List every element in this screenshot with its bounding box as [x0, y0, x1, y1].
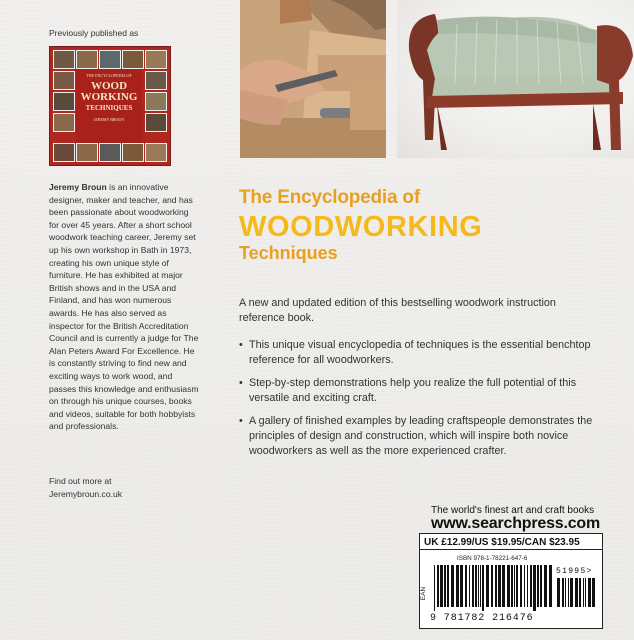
barcode-bar: [592, 578, 595, 607]
title-line-2: WOODWORKING: [239, 211, 483, 243]
barcode-bar: [456, 565, 459, 607]
title-line-1: The Encyclopedia of: [239, 187, 420, 208]
barcode-bar: [530, 565, 532, 607]
barcode-bar: [511, 565, 513, 607]
barcode-bar: [444, 565, 446, 607]
author-website-link[interactable]: Jeremybroun.co.uk: [49, 488, 123, 499]
price-divider: [420, 549, 602, 550]
barcode-bar: [583, 578, 584, 607]
isbn-label: ISBN 978-1-78221-647-6: [457, 555, 528, 562]
ean-barcode: [434, 565, 552, 611]
bullet-glyph: •: [239, 415, 243, 428]
barcode-bar: [434, 565, 435, 611]
author-name: Jeremy Broun: [49, 182, 107, 192]
barcode-bar: [514, 565, 515, 607]
barcode-bar: [575, 578, 578, 607]
ean-label: EAN: [420, 586, 428, 601]
previous-edition-cover: [49, 46, 171, 166]
previous-cover-top-line: THE ENCYCLOPEDIA OF: [86, 73, 132, 78]
barcode-bar: [524, 565, 525, 607]
barcode-bar: [549, 565, 552, 607]
barcode-digits: 9 781782 216476: [430, 613, 534, 624]
previous-cover-title-line2: WORKING: [80, 91, 138, 103]
feature-bullet-text: This unique visual encyclopedia of techniques is the essential benchtop reference for all woodworkers.: [249, 339, 591, 366]
barcode-bar: [562, 578, 564, 607]
feature-bullet: [239, 414, 599, 458]
bench-furniture-photo: [397, 0, 634, 158]
barcode-bar: [495, 565, 497, 607]
previous-cover-title-line3: TECHNIQUES: [85, 104, 133, 112]
publisher-tagline: The world's finest art and craft books: [431, 505, 595, 516]
barcode-bar: [437, 565, 439, 607]
intro-paragraph: A new and updated edition of this bestselling woodwork instruction reference book.: [239, 297, 556, 324]
barcode-bar: [565, 578, 566, 607]
barcode-bar: [588, 578, 591, 607]
barcode-bar: [486, 565, 489, 607]
barcode-bar: [447, 565, 449, 607]
barcode-bar: [480, 565, 481, 607]
barcode-bar: [460, 565, 463, 607]
previous-cover-title-line1: WOOD: [90, 80, 128, 92]
barcode-bar: [482, 565, 484, 611]
barcode-bar: [537, 565, 539, 607]
barcode-addon-digits: 51995>: [556, 567, 593, 576]
barcode-bar: [502, 565, 505, 607]
barcode-bar: [472, 565, 474, 607]
barcode-bar: [557, 578, 560, 607]
book-title: [239, 187, 482, 264]
bullet-glyph: •: [239, 377, 243, 390]
price-label: UK £12.99/US $19.95/CAN $23.95: [424, 537, 580, 548]
feature-bullet: [239, 338, 599, 367]
barcode-bar: [516, 565, 518, 607]
barcode-bar: [491, 565, 493, 607]
feature-bullet-list: [239, 338, 599, 467]
barcode-bar: [451, 565, 454, 607]
previously-published-label: Previously published as: [49, 28, 139, 38]
barcode-bar: [570, 578, 573, 607]
feature-bullet-text: Step-by-step demonstrations help you realize the full potential of this versatile and exciting craft.: [249, 377, 577, 404]
barcode-bar: [475, 565, 477, 607]
author-website-block: [49, 475, 199, 500]
barcode-bar: [469, 565, 470, 607]
barcode-bar: [527, 565, 528, 607]
feature-bullet-text: A gallery of finished examples by leading craftspeople demonstrates the principles of design and construction, which will inspire both novice woodworkers as well as the more experienced crafter.: [249, 415, 593, 457]
barcode-bar: [465, 565, 467, 607]
author-bio-text: is an innovative designer, maker and teacher, and has been passionate about woodworking for over 45 years. After a short school woodwork teaching career, Jeremy set up his own workshop in Bath in 1973, creating his own unique style of furniture. He has exhibited at major British shows and in the USA and Finland, and has won numerous awards. He has also served as inspector for the British Accreditation Council and is currently a judge for The Alan Peters Award For Excellence. He is constantly striving to find new and exciting ways to work wood, and passes this knowledge and enthusiasm on through his unique courses, books and videos, suitable for both hobbyists and professionals.: [49, 182, 199, 432]
find-out-more-label: Find out more at: [49, 476, 112, 486]
barcode-bar: [568, 578, 569, 607]
barcode-bar: [544, 565, 547, 607]
bullet-glyph: •: [239, 339, 243, 351]
barcode-bar: [585, 578, 586, 607]
barcode-bar: [520, 565, 522, 607]
barcode-bar: [579, 578, 581, 607]
publisher-website[interactable]: www.searchpress.com: [431, 515, 601, 532]
barcode-panel: [419, 533, 603, 629]
addon-barcode: [557, 578, 597, 611]
barcode-bar: [498, 565, 501, 607]
author-bio: [49, 181, 199, 433]
barcode-bar: [440, 565, 443, 607]
barcode-bar: [533, 565, 536, 611]
chisel-work-photo: [240, 0, 386, 158]
barcode-bar: [478, 565, 479, 607]
title-line-3: Techniques: [239, 243, 338, 263]
feature-bullet: [239, 376, 599, 405]
previous-cover-title: [76, 69, 142, 143]
previous-cover-author: JEREMY BROUN: [93, 117, 125, 122]
barcode-bar: [507, 565, 510, 607]
barcode-bar: [540, 565, 542, 607]
